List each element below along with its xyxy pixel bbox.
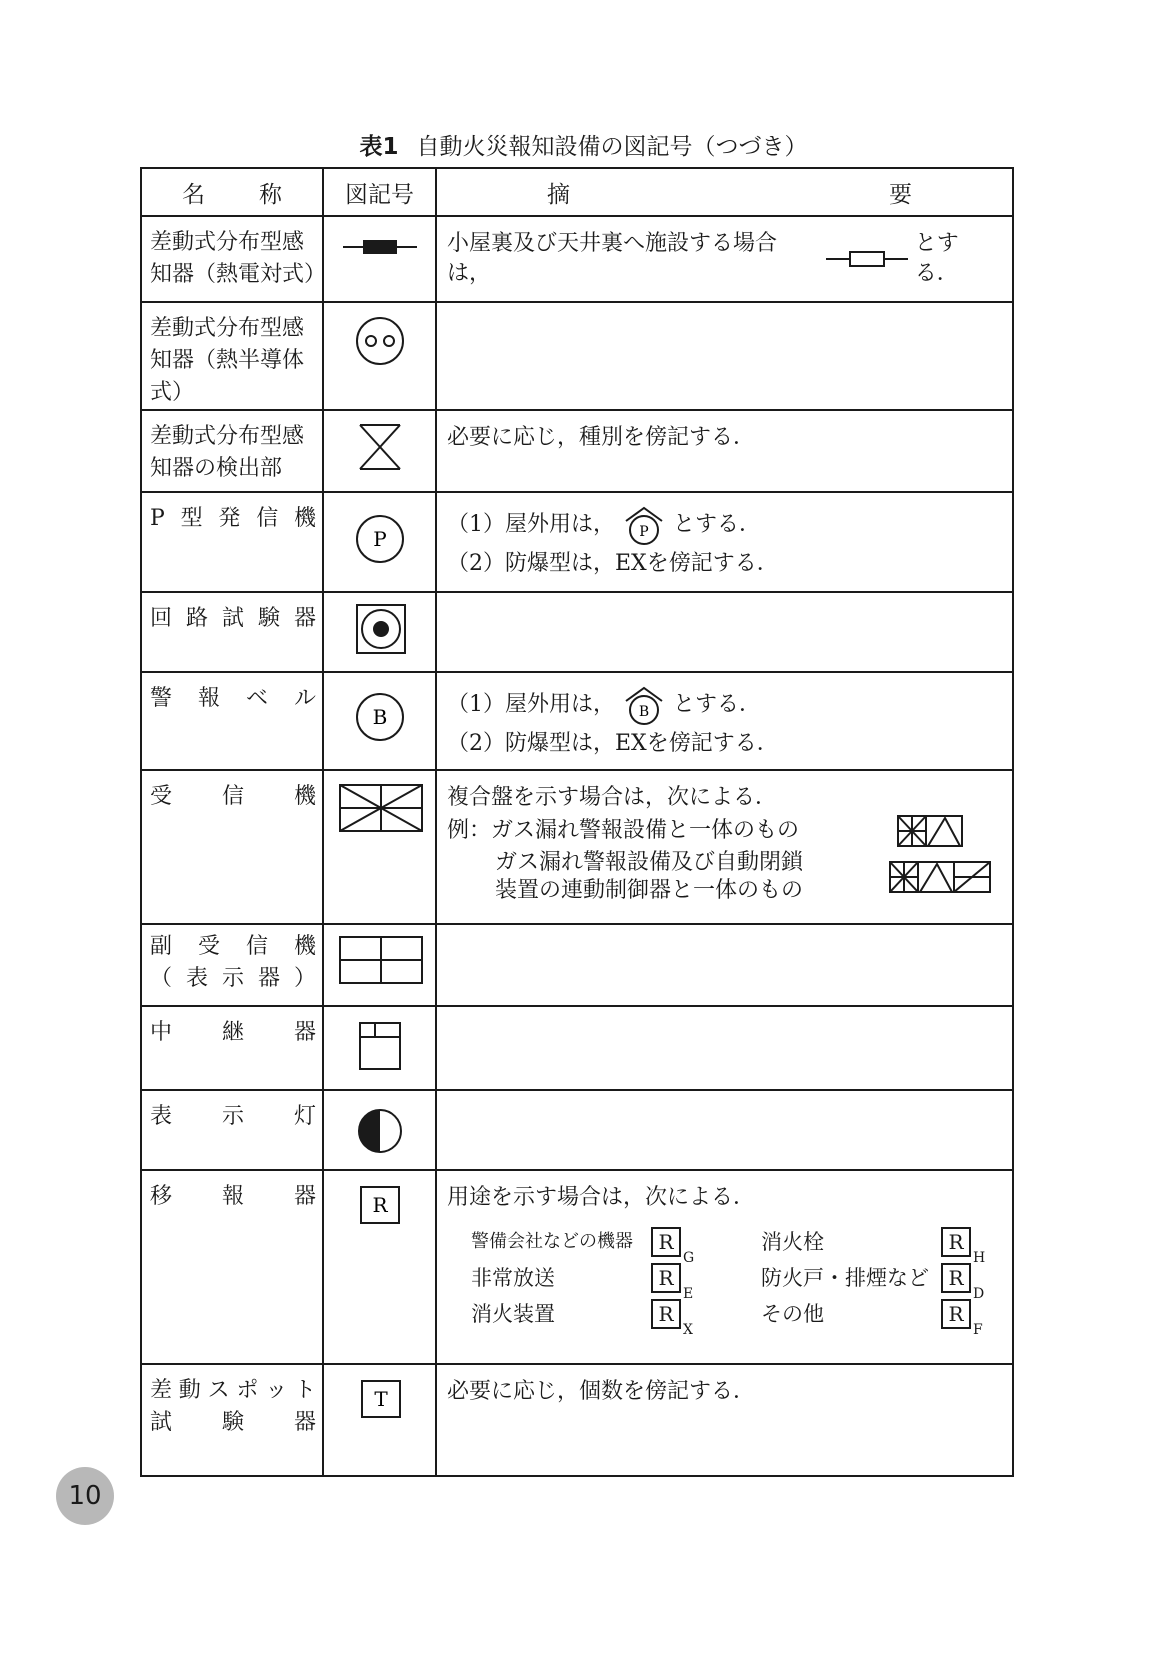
receiver-icon (330, 779, 430, 839)
circuit-tester-icon (335, 593, 425, 665)
page-number: 10 (56, 1467, 114, 1525)
table-row (141, 410, 1013, 492)
caption-title: 自動火災報知設備の図記号（つづき） (416, 134, 808, 160)
header-symbol: 図記号 (323, 168, 436, 216)
row-name: 回路試験器 (150, 606, 316, 631)
table-row: 受信機 複合盤を示す場合は，次による． 例：ガス漏れ警報設備と一体のもの ガス漏れ警報設備及び自動閉鎖 装置の連動制御器と一体のもの (141, 770, 1013, 924)
row-name: 表示灯 (150, 1104, 316, 1129)
header-name: 名 称 (141, 168, 323, 216)
row-name: 差動式分布型感知器（熱電対式） (150, 230, 327, 287)
table-row (141, 1006, 1013, 1090)
row-desc: 必要に応じ，個数を傍記する． (447, 1379, 756, 1404)
alarm-bell-icon (335, 677, 425, 763)
table-row (141, 216, 1013, 302)
combined-gas-leak-closer-icon (888, 859, 992, 895)
table-row: 警報ベル B （1）屋外用は， B とする． （2）防爆型は，EXを傍記する． (141, 672, 1013, 770)
symbol-table (140, 167, 1014, 1477)
row-desc: 必要に応じ，種別を傍記する． (447, 425, 756, 450)
row-name: 副受信機 （表示器） (150, 934, 316, 991)
outdoor-bell-icon (621, 685, 667, 725)
table-row (141, 924, 1013, 1006)
table-row (141, 1364, 1013, 1476)
sub-receiver-icon (330, 925, 430, 995)
row-name: 差動スポット 試験器 (150, 1378, 316, 1435)
thermocouple-detector-icon (335, 217, 425, 277)
indicator-lamp-icon (335, 1091, 425, 1167)
svg-text:T: T (373, 1387, 388, 1411)
transfer-device-icon (335, 1177, 425, 1237)
header-row (141, 168, 1013, 216)
table-row: P型発信機 P （1）屋外用は， P とする． （2）防爆型は，EXを傍記する． (141, 492, 1013, 592)
row-name: 警報ベル (150, 686, 316, 711)
usage-list: 警備会社などの機器 R G 消火栓 R H 非常放送 R E 防火戸・排煙など R D 消火装置 R X その他 R F (471, 1227, 1002, 1329)
detector-unit-icon (335, 411, 425, 481)
relay-icon (335, 1007, 425, 1083)
manual-call-point-icon (335, 499, 425, 585)
spot-tester-icon (335, 1371, 425, 1431)
svg-text:R: R (371, 1193, 388, 1217)
row-name: 受信機 (150, 784, 316, 809)
outdoor-call-point-icon (621, 505, 667, 545)
svg-text:P: P (639, 524, 649, 540)
svg-text:B: B (638, 704, 650, 720)
row-desc-after: とする． (914, 231, 959, 286)
table-row (141, 302, 1013, 410)
row-name: 中継器 (150, 1020, 316, 1045)
header-desc: 摘 要 (436, 168, 1013, 216)
row-name: 差動式分布型感知器（熱半導体式） (150, 316, 305, 405)
table-row (141, 1090, 1013, 1170)
row-name: 移報器 (150, 1184, 316, 1209)
row-name: P型発信機 (150, 506, 316, 531)
semiconductor-detector-icon (335, 303, 425, 379)
table-row: 移報器 R 用途を示す場合は，次による． 警備会社などの機器 R G 消火栓 R H 非常放送 R E 防火戸・排煙など R D 消火装置 R X その他 R F (141, 1170, 1013, 1364)
row-desc-before: 小屋裏及び天井裏へ施設する場合は， (447, 231, 778, 286)
svg-text:P: P (372, 527, 387, 551)
caption-number: 表1 (359, 134, 399, 160)
row-name: 差動式分布型感知器の検出部 (150, 424, 305, 481)
combined-gas-leak-icon (896, 813, 964, 849)
svg-text:B: B (372, 705, 387, 729)
open-thermocouple-icon (824, 249, 909, 269)
table-row (141, 592, 1013, 672)
table-caption (0, 128, 1167, 161)
